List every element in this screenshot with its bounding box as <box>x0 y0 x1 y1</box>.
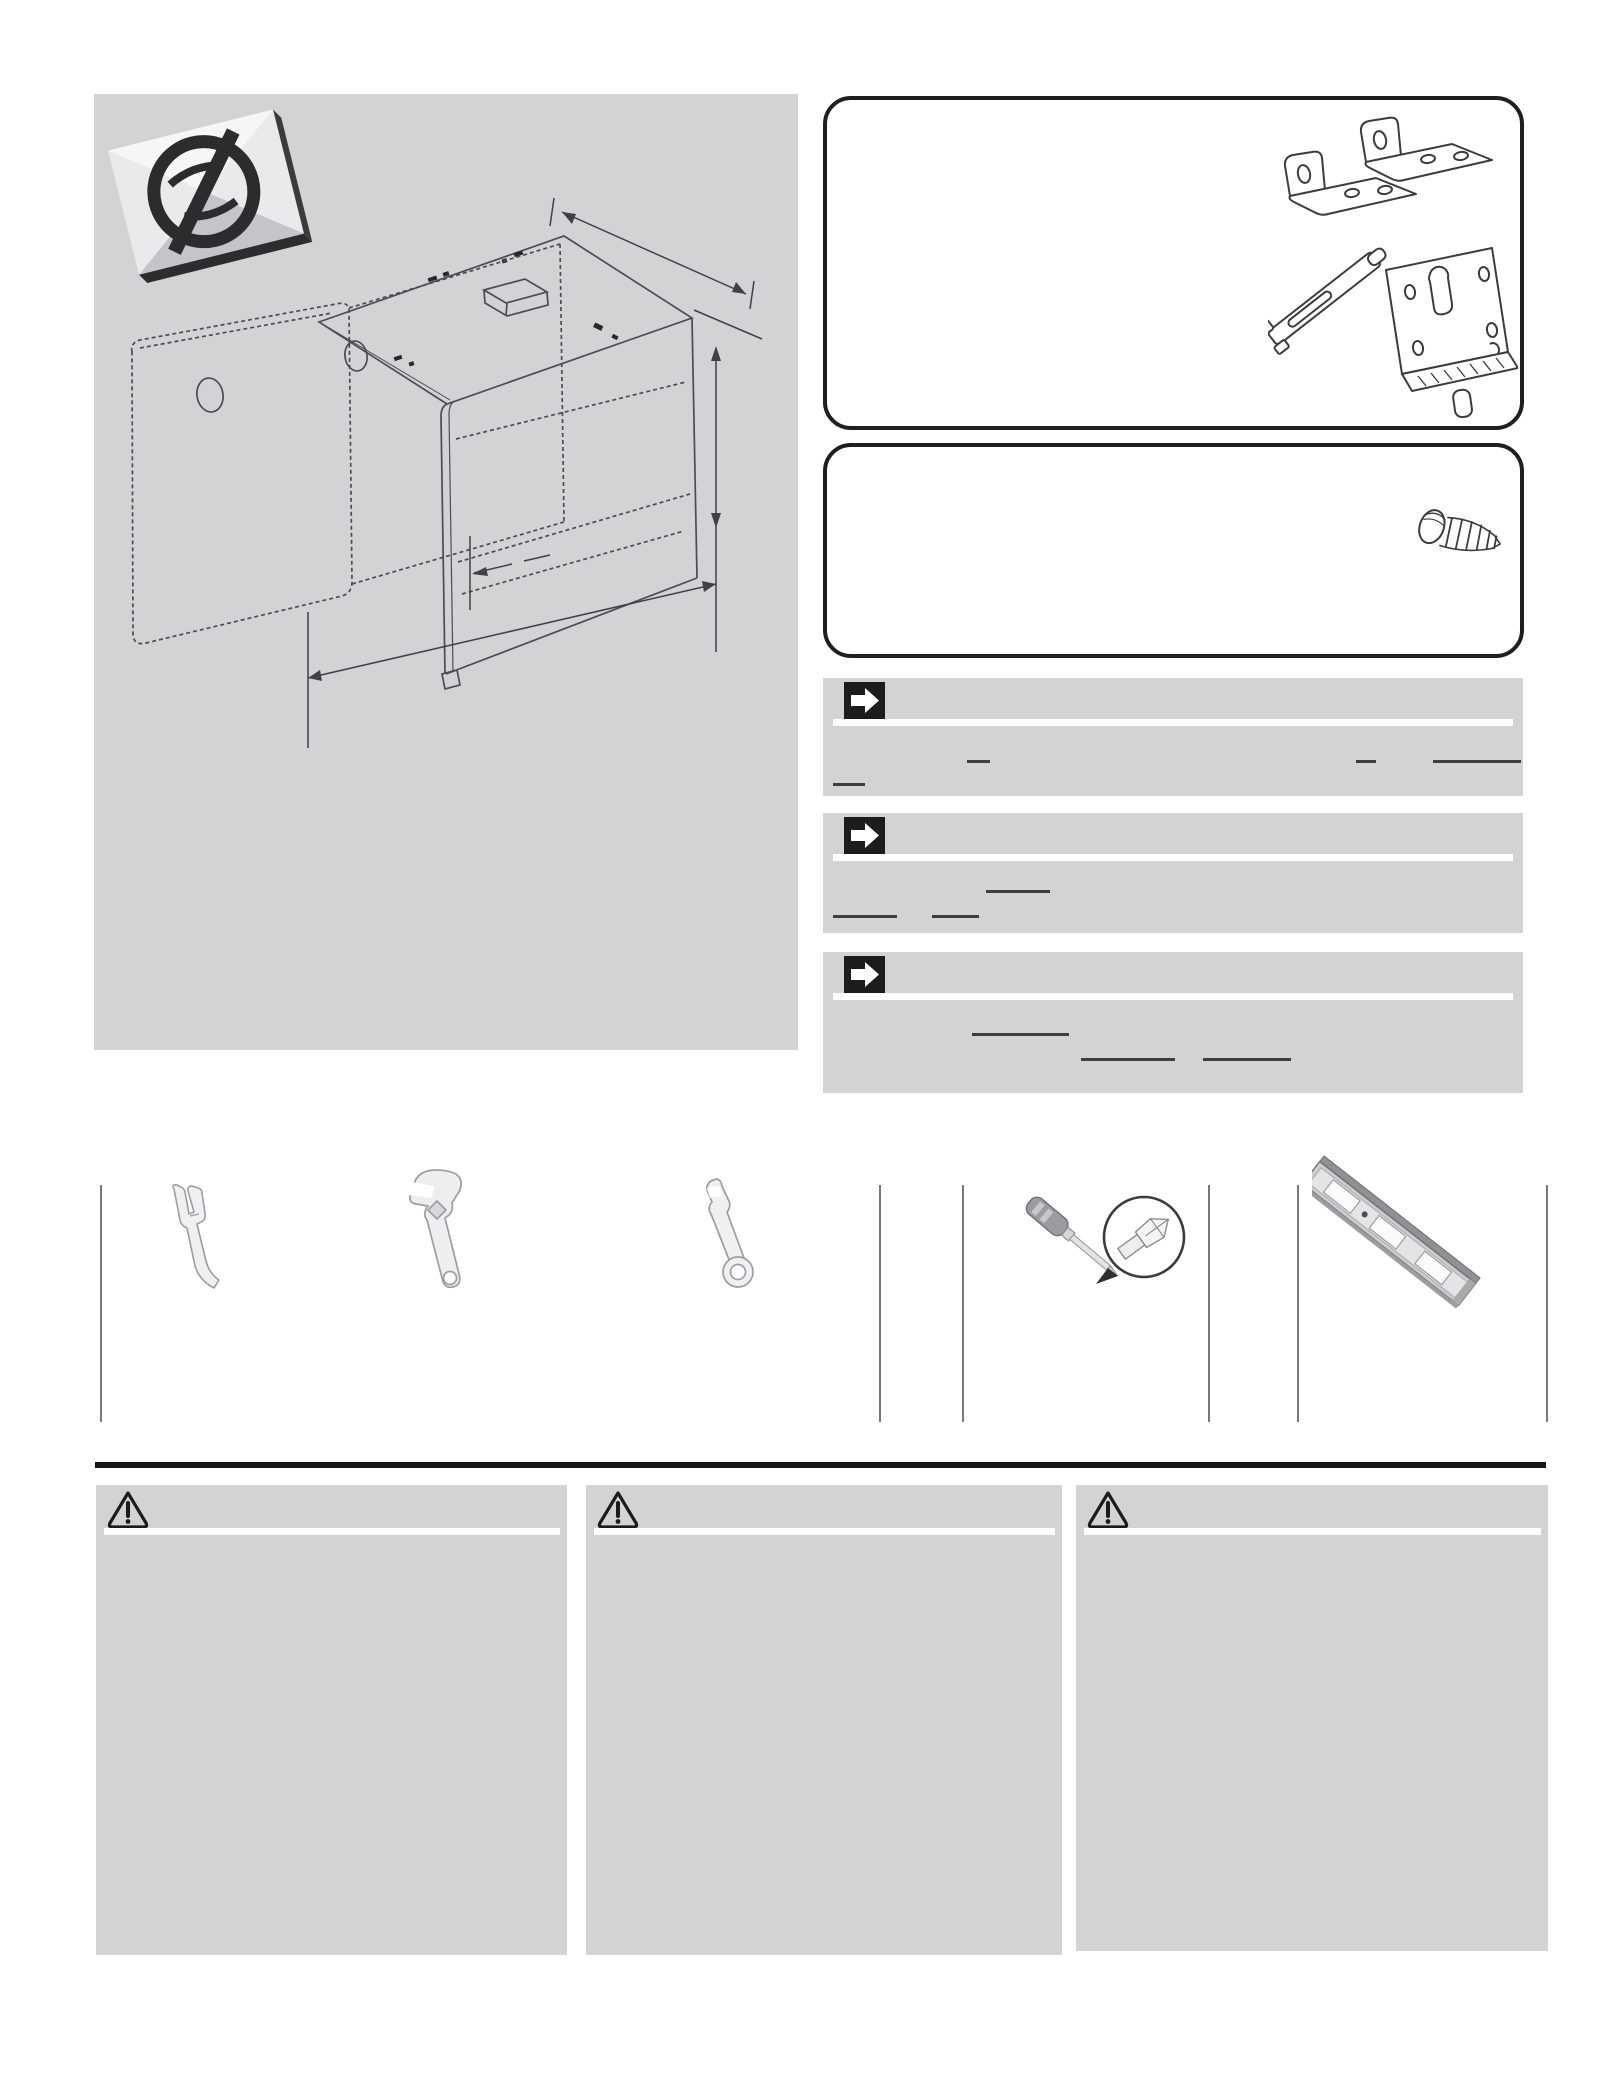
warning-triangle-icon <box>1087 1490 1129 1528</box>
tool-divider <box>1546 1185 1548 1422</box>
tool-divider <box>100 1185 102 1422</box>
warning-box-1 <box>96 1485 567 1955</box>
tool-divider <box>1208 1185 1210 1422</box>
redacted-underline <box>1203 1058 1291 1061</box>
tool-divider <box>962 1185 964 1422</box>
pedestal-diagram <box>94 94 798 1050</box>
note-box-1 <box>823 678 1523 796</box>
arrow-right-icon <box>844 682 885 719</box>
warning-title-bar <box>594 1528 1055 1535</box>
redacted-underline <box>967 760 990 763</box>
section-divider-rule <box>95 1462 1546 1468</box>
note-box-3 <box>823 952 1523 1093</box>
arrow-right-icon <box>844 956 885 993</box>
warning-box-2 <box>586 1485 1062 1955</box>
phillips-screwdriver-tool <box>1022 1190 1190 1295</box>
warning-triangle-icon <box>107 1490 149 1528</box>
redacted-underline <box>833 783 865 786</box>
level-tool <box>1312 1152 1482 1337</box>
shipping-bracket-icon <box>1268 237 1518 418</box>
redacted-underline <box>972 1033 1069 1036</box>
hardware-box-screw <box>823 443 1524 658</box>
angle-bracket-icon <box>1361 118 1492 181</box>
bracket-illustrations <box>1268 112 1518 422</box>
hardware-box-brackets <box>823 96 1524 430</box>
redacted-underline <box>932 915 979 918</box>
note-title-bar <box>833 719 1513 726</box>
note-title-bar <box>833 854 1513 861</box>
redacted-underline <box>1433 760 1521 763</box>
note-box-2 <box>823 813 1523 933</box>
warning-box-3 <box>1076 1485 1548 1951</box>
redacted-underline <box>1356 760 1376 763</box>
combination-wrench-tool <box>696 1177 770 1289</box>
redacted-underline <box>1081 1058 1175 1061</box>
pan-head-screw-icon <box>1412 497 1512 587</box>
redacted-underline <box>986 890 1050 893</box>
tool-divider <box>879 1185 881 1422</box>
warning-title-bar <box>1084 1528 1541 1535</box>
warning-triangle-icon <box>597 1490 639 1528</box>
adjustable-wrench-tool <box>398 1168 488 1293</box>
redacted-underline <box>833 915 897 918</box>
diagram-panel <box>94 94 798 1050</box>
note-title-bar <box>833 993 1513 1000</box>
warning-title-bar <box>104 1528 560 1535</box>
cotter-pin-puller-tool <box>152 1183 236 1291</box>
tool-divider <box>1297 1185 1299 1422</box>
arrow-right-icon <box>844 817 885 854</box>
